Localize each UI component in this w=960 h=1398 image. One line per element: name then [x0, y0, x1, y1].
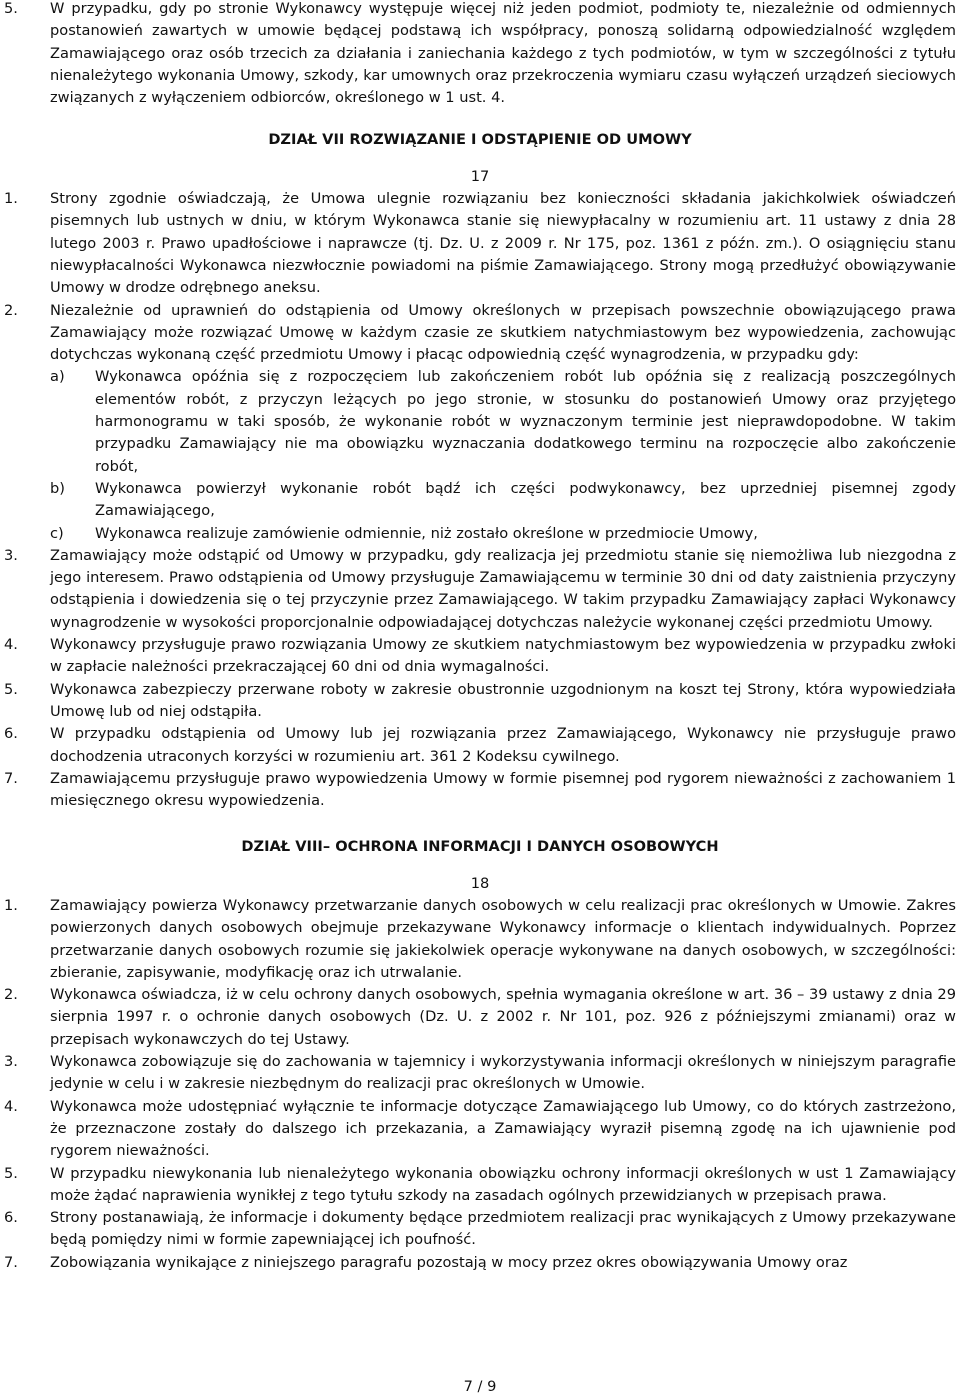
item-text: Strony zgodnie oświadczają, że Umowa ulegnie rozwiązaniu bez konieczności składania jakichkolwiek oświadczeń pisemnych lub ustnych w dniu, w którym Wykonawca stanie się niewypłacalny w rozumieniu art. 11 ustawy z dnia 28 lutego 2003 r. Prawo upadłościowe i naprawcze (tj. Dz. U. z 2009 r. Nr 175, poz. 1361 z późn. zm.). O osiągnięciu stanu niewypłacalności Wykonawca niezwłocznie powiadomi na piśmie Zamawiającego. Strony mogą przedłużyć obowiązywanie Umowy w drodze odrębnego aneksu. [50, 190, 956, 297]
item-number: 6. [4, 725, 18, 743]
sub-item [50, 366, 956, 477]
list-item [4, 1096, 956, 1163]
item-text: Wykonawca może udostępniać wyłącznie te informacje dotyczące Zamawiającego lub Umowy, co do których zastrzeżono, że przeznaczone zostały do dalszego ich przekazania, a Zamawiający wyraził pisemną zgodę na ich ujawnienie pod rygorem nieważności. [50, 1097, 956, 1160]
list-item [4, 768, 956, 813]
sub-item-letter: c) [50, 524, 64, 542]
list-item [4, 634, 956, 679]
item-text: Strony postanawiają, że informacje i dokumenty będące przedmiotem realizacji prac wynikających z Umowy przekazywane będą pomiędzy nimi w formie zapewniającej ich poufność. [50, 1209, 956, 1249]
list-item [4, 188, 956, 299]
item-text: W przypadku odstąpienia od Umowy lub jej rozwiązania przez Zamawiającego, Wykonawcy nie przysługuje prawo dochodzenia utraconych korzyści w rozumieniu art. 361 2 Kodeksu cywilnego. [50, 725, 956, 765]
section-heading-8: DZIAŁ VIII– OCHRONA INFORMACJI I DANYCH OSOBOWYCH [241, 838, 719, 856]
item-text: Zobowiązania wynikające z niniejszego paragrafu pozostają w mocy przez okres obowiązywania Umowy oraz [50, 1253, 848, 1271]
document-page [4, 0, 956, 1274]
item-number: 5. [4, 0, 18, 17]
item-text: Zamawiającemu przysługuje prawo wypowiedzenia Umowy w formie pisemnej pod rygorem nieważności z zachowaniem 1 miesięcznego okresu wypowiedzenia. [50, 769, 956, 810]
list-item [4, 895, 956, 984]
item-text: Wykonawca oświadcza, iż w celu ochrony danych osobowych, spełnia wymagania określone w art. 36 – 39 ustawy z dnia 29 sierpnia 1997 r. o ochronie danych osobowych (Dz. U. z 2002 r. Nr 101, poz. 926 z późniejszymi zmianami) oraz w przepisach wykonawczych do tej Ustawy. [50, 986, 956, 1048]
list-item [4, 545, 956, 634]
paragraph-mark-17: 17 [470, 167, 490, 185]
item-number: 7. [4, 1253, 18, 1271]
list-item [4, 984, 956, 1051]
item-number: 6. [4, 1209, 18, 1227]
section-heading-7: DZIAŁ VII ROZWIĄZANIE I ODSTĄPIENIE OD UMOWY [268, 131, 692, 149]
item-number: 2. [4, 301, 18, 319]
list-item [4, 679, 956, 724]
item-number: 2. [4, 986, 18, 1004]
sub-item-letter: b) [50, 479, 65, 497]
item-text: Niezależnie od uprawnień do odstąpienia od Umowy określonych w przepisach powszechnie obowiązującego prawa Zamawiający może rozwiązać Umowę w każdym czasie ze skutkiem natychmiastowym bez wypowiedzenia, zachowując dotychczas wykonaną część przedmiotu Umowy i płacąc odpowiednią część wynagrodzenia, w przypadku gdy: [50, 301, 956, 364]
page-number: 7 / 9 [463, 1378, 497, 1395]
list-item [4, 1163, 956, 1208]
list-item [4, 1051, 956, 1096]
item-number: 7. [4, 769, 18, 787]
item-number: 4. [4, 636, 18, 654]
paragraph-mark-18: 18 [470, 874, 490, 892]
list-item [4, 0, 956, 109]
item-text: Wykonawca zobowiązuje się do zachowania w tajemnicy i wykorzystywania informacji określonych w niniejszym paragrafie jedynie w celu i w zakresie niezbędnym do realizacji prac określonych w Umowie. [50, 1053, 956, 1093]
list-item [4, 1207, 956, 1252]
item-text: Zamawiający może odstąpić od Umowy w przypadku, gdy realizacja jej przedmiotu stanie się niemożliwa lub niezgodna z jego interesem. Prawo odstąpienia od Umowy przysługuje Zamawiającemu w terminie 30 dni od daty zaistnienia przyczyny odstąpienia i dowiedzenia się o tej przyczynie przez Zamawiającego. W takim przypadku Zamawiający zapłaci Wykonawcy wynagrodzenie w wysokości proporcjonalnie odpowiadającej dotychczas należycie wykonanej części przedmiotu Umowy. [50, 546, 956, 631]
item-text: Zamawiający powierza Wykonawcy przetwarzanie danych osobowych w celu realizacji prac określonych w Umowie. Zakres powierzonych danych osobowych obejmuje przekazywane Wykonawcy informacje o klientach indywidualnych. Poprzez przetwarzanie danych osobowych rozumie się jakiekolwiek operacje wykonywane na danych osobowych, w szczególności: zbieranie, zapisywanie, modyfikację oraz ich utrwalanie. [50, 896, 956, 981]
item-text: Wykonawca zabezpieczy przerwane roboty w zakresie obustronnie uzgodnionym na koszt tej Strony, która wypowiedziała Umowę lub od niej odstąpiła. [50, 680, 956, 720]
item-text: W przypadku niewykonania lub nienależytego wykonania obowiązku ochrony informacji określonych w ust 1 Zamawiający może żądać naprawienia wynikłej z tego tytułu szkody na zasadach ogólnych przewidzianych w przepisach prawa. [50, 1164, 956, 1204]
item-number: 5. [4, 1164, 18, 1182]
sub-item-text: Wykonawca opóźnia się z rozpoczęciem lub zakończeniem robót lub opóźnia się z realizacją poszczególnych elementów robót, z przyczyn leżących po jego stronie, w stosunku do postanowień Umowy oraz przyjętego harmonogramu w taki sposób, że wykonanie robót w wyznaczonym terminie jest nieprawdopodobne. W takim przypadku Zamawiający nie ma obowiązku wyznaczania dodatkowego terminu na rozpoczęcie albo zakończenie robót, [95, 368, 956, 475]
item-number: 3. [4, 546, 18, 564]
list-item [4, 300, 956, 545]
sub-list [50, 366, 956, 544]
item-number: 3. [4, 1053, 18, 1071]
item-number: 1. [4, 896, 18, 914]
sub-item-text: Wykonawca powierzył wykonanie robót bądź ich części podwykonawcy, bez uprzedniej pisemnej zgody Zamawiającego, [95, 479, 956, 520]
item-text: Wykonawcy przysługuje prawo rozwiązania Umowy ze skutkiem natychmiastowym bez wypowiedzenia w przypadku zwłoki w zapłacie należności przekraczającej 60 dni od dnia wymagalności. [50, 636, 956, 676]
list-item [4, 723, 956, 768]
item-text: W przypadku, gdy po stronie Wykonawcy występuje więcej niż jeden podmiot, podmioty te, niezależnie od odmiennych postanowień zawartych w umowie będącej podstawą ich współpracy, ponoszą solidarną odpowiedzialność względem Zamawiającego oraz osób trzecich za działania i zaniechania każdego z tych podmiotów, w tym w szczególności z tytułu nienależytego wykonania Umowy, szkody, kar umownych oraz przekroczenia wymiaru czasu wyłączeń urządzeń sieciowych związanych z wyłączeniem odbiorców, określonego w 1 ust. 4. [50, 0, 956, 107]
sub-item-text: Wykonawca realizuje zamówienie odmiennie, niż zostało określone w przedmiocie Umowy, [95, 524, 758, 542]
list-item [4, 1252, 956, 1274]
sub-item [50, 478, 956, 523]
item-number: 4. [4, 1097, 18, 1115]
sub-item-letter: a) [50, 368, 65, 386]
sub-item [50, 523, 956, 545]
item-number: 5. [4, 680, 18, 698]
item-number: 1. [4, 190, 18, 208]
